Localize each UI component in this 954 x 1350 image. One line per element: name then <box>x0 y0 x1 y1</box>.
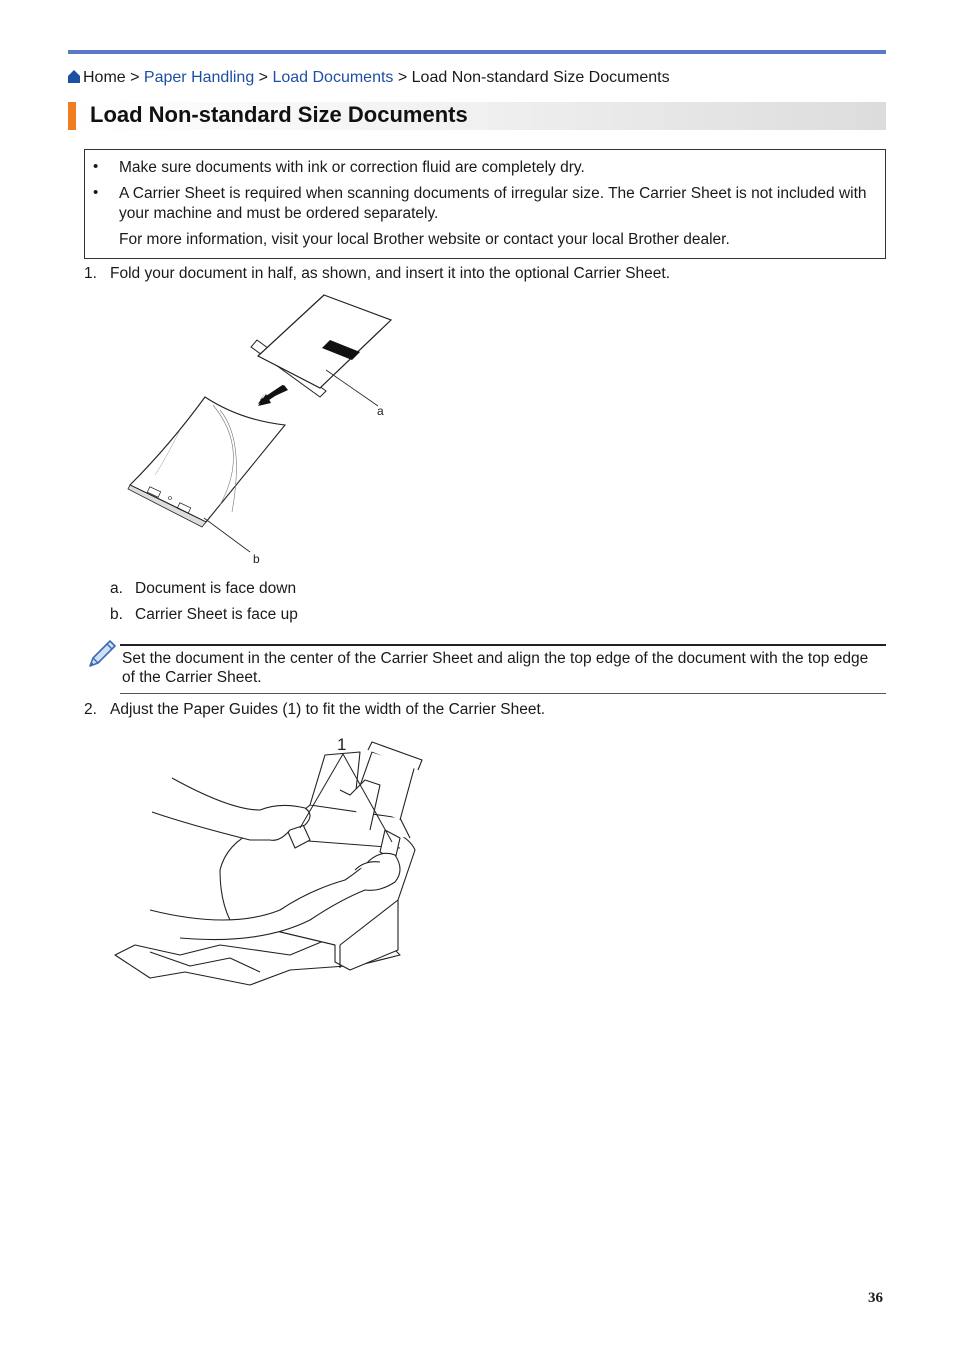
label-1: 1 <box>337 735 347 754</box>
label-b: b <box>253 552 260 566</box>
breadcrumb-separator: > <box>393 69 412 86</box>
bullet: • <box>93 184 99 201</box>
label-a: a <box>377 404 384 418</box>
figure-scanner-paper-guides <box>110 730 430 995</box>
tip-rule-top <box>120 644 886 646</box>
note-item-1: Make sure documents with ink or correction fluid are completely dry. <box>119 159 585 176</box>
home-icon[interactable] <box>68 70 80 83</box>
breadcrumb-load-documents[interactable]: Load Documents <box>272 69 394 86</box>
step-text: Fold your document in half, as shown, and insert it into the optional Carrier Sheet. <box>110 265 671 282</box>
legend-item-a <box>110 579 297 599</box>
breadcrumb-current: Load Non-standard Size Documents <box>411 69 670 86</box>
legend-text: Carrier Sheet is face up <box>135 606 298 623</box>
page-title-bar <box>68 102 886 130</box>
step-2 <box>84 700 546 720</box>
step-text: Adjust the Paper Guides (1) to fit the width of the Carrier Sheet. <box>110 701 546 718</box>
note-more-info: For more information, visit your local Brother website or contact your local Brother dealer. <box>119 231 730 248</box>
bullet: • <box>93 158 99 175</box>
legend-key: b. <box>110 606 123 623</box>
page-title: Load Non-standard Size Documents <box>90 102 468 127</box>
legend-text: Document is face down <box>135 580 297 597</box>
pencil-note-icon <box>86 638 118 670</box>
step-1 <box>84 264 671 284</box>
breadcrumb-separator: > <box>254 69 273 86</box>
tip-text: Set the document in the center of the Carrier Sheet and align the top edge of the document with the top edge of the Carrier Sheet. <box>122 650 869 686</box>
step-number: 1. <box>84 265 97 282</box>
breadcrumb-paper-handling[interactable]: Paper Handling <box>143 69 255 86</box>
breadcrumb-home[interactable]: Home <box>83 69 126 86</box>
title-accent <box>68 102 76 130</box>
legend-key: a. <box>110 580 123 597</box>
legend-item-b <box>110 605 298 625</box>
tip-rule-bottom <box>120 693 886 694</box>
step-number: 2. <box>84 701 97 718</box>
note-box <box>84 149 886 259</box>
breadcrumb-separator: > <box>125 69 144 86</box>
figure-carrier-sheet <box>120 290 410 575</box>
breadcrumb <box>68 68 670 88</box>
note-item-2: A Carrier Sheet is required when scanning documents of irregular size. The Carrier Sheet is not included with your machine and must be ordered separately. <box>119 185 867 222</box>
top-rule <box>68 50 886 54</box>
page-number: 36 <box>868 1290 883 1306</box>
